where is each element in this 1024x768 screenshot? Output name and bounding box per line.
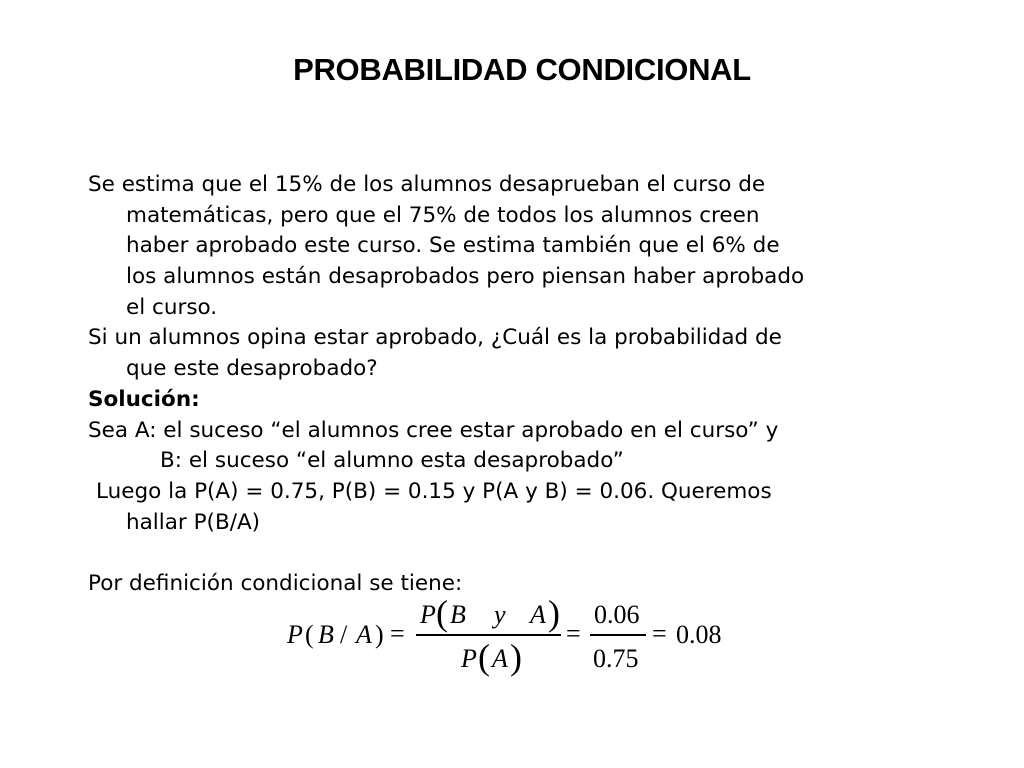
formula-result: 0.08 [676,620,722,649]
formula-num-close-paren: ) [548,593,560,633]
problem-line-4: los alumnos están desaprobados pero piensan haber aprobado [126,264,805,290]
formula-lhs-a: A [356,620,372,649]
formula-equals-1: = [390,619,405,648]
problem-line-1: Se estima que el 15% de los alumnos desaprueban el curso de [88,172,766,197]
fraction-bar-1 [416,634,561,636]
formula-lhs-open-paren: ( [305,620,314,649]
definition-text: Por definición condicional se tiene: [88,570,463,596]
formula-den-p: P [461,644,477,673]
formula-value-denominator: 0.75 [593,644,639,673]
formula-num-a: A [530,600,546,629]
formula-den-a: A [492,644,508,673]
formula-equals-3: = [652,619,667,648]
formula-value-numerator: 0.06 [594,600,640,629]
formula-num-y: y [494,600,506,629]
problem-line-2: matemáticas, pero que el 75% de todos los alumnos creen [126,202,760,228]
question-line-2: que este desaprobado? [126,356,378,382]
slide-body [88,170,968,600]
definition-a: Sea A: el suceso “el alumnos cree estar aprobado en el curso” y [88,417,779,443]
formula-num-b: B [450,600,466,629]
problem-line-3: haber aprobado este curso. Se estima también que el 6% de [126,233,780,259]
slide-title: PROBABILIDAD CONDICIONAL [293,52,751,87]
formula-lhs-slash: / [340,620,348,649]
formula-equals-2: = [566,619,581,648]
definition-b: B: el suceso “el alumno esta desaprobado” [160,448,624,474]
formula-lhs-close-paren: ) [375,620,384,649]
question-line-1: Si un alumnos opina estar aprobado, ¿Cuál es la probabilidad de [88,325,782,351]
formula-num-open-paren: ( [436,593,448,633]
formula-den-close-paren: ) [510,637,522,677]
problem-line-5: el curso. [126,294,218,320]
given-line-2: hallar P(B/A) [126,509,261,535]
solution-label: Solución: [88,386,200,412]
spacer [88,538,968,569]
formula-lhs-b: B [318,620,334,649]
formula-den-open-paren: ( [478,637,490,677]
fraction-bar-2 [590,634,646,636]
formula-lhs-p: P [287,620,303,649]
formula-num-p: P [420,600,436,629]
given-line-1: Luego la P(A) = 0.75, P(B) = 0.15 y P(A y B) = 0.06. Queremos [96,478,772,504]
